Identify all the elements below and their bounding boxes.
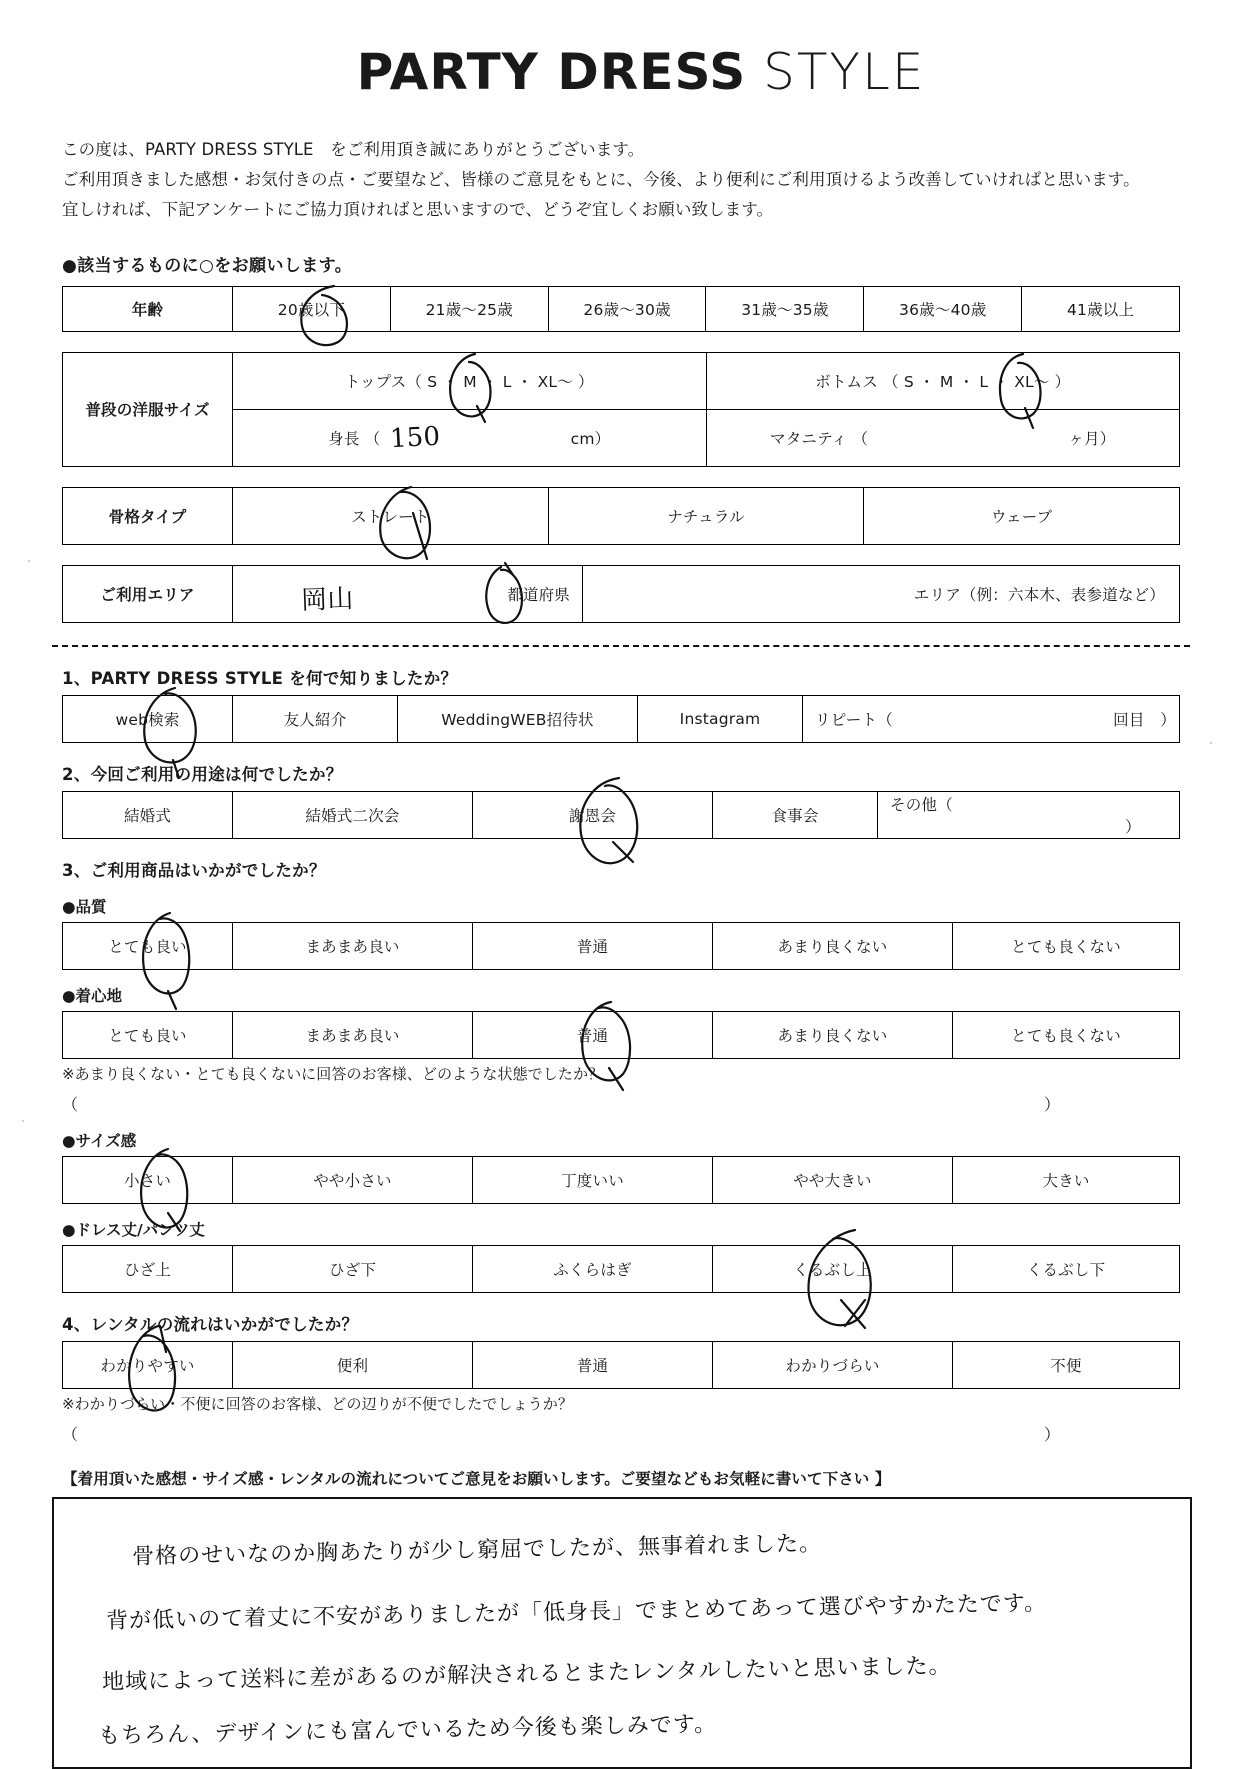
prefecture-label: 都道府県 [507,585,570,604]
tops-size-label: トップス（ S ・ M ・ L ・ XL〜 ） [344,372,594,391]
table-row [63,1011,1180,1058]
quality-option-very-good[interactable] [63,922,233,969]
q2-option-wedding[interactable]: 結婚式 [63,791,233,838]
age-table [62,286,1180,332]
intro-line-3: 宜しければ、下記アンケートにご協力頂ければと思いますので、どうぞ宜しくお願い致します。 [62,199,774,219]
quality-option-normal[interactable]: 普通 [473,922,713,969]
size-feel-option-label: 小さい [123,1171,172,1190]
q2-option-label: 謝恩会 [568,806,617,825]
q1-option-wedding-web[interactable]: WeddingWEB招待状 [398,695,638,742]
comment-handwritten-line: 骨格のせいなのか胸あたりが少し窮屈でしたが、無事着れました。 [131,1530,823,1570]
size-feel-option-slightly-large[interactable]: やや大きい [713,1156,953,1203]
comment-handwritten-line: もちろん、デザインにも富んでいるため今後も楽しみです。 [97,1711,718,1749]
comment-handwritten-line: 背が低いのて着丈に不安がありましたが「低身長」でまとめてあって選びやすかたたです。 [105,1590,1048,1634]
scan-speck [1210,742,1212,744]
q4-answer-close-paren: ） [1043,1424,1060,1444]
question-2-heading: 2、今回ご利用の用途は何でしたか？ [62,764,343,784]
height-unit-label: cm） [570,429,611,448]
comfort-option-fairly-good[interactable]: まあまあ良い [233,1011,473,1058]
quality-option-not-good-at-all[interactable]: とても良くない [953,922,1180,969]
dress-length-option-below-ankle[interactable]: くるぶし下 [953,1245,1180,1292]
q4-option-label: わかりやすい [100,1356,195,1375]
quality-option-label: とても良い [108,937,187,956]
clothing-size-row-label: 普段の洋服サイズ [63,352,233,466]
scan-speck [28,560,30,562]
dress-length-options-table [62,1245,1180,1293]
q1-repeat-open-label: リピート（ [815,710,893,729]
comfort-sub-heading: ●着心地 [62,986,123,1005]
dress-length-option-calf[interactable]: ふくらはぎ [473,1245,713,1292]
q1-repeat-suffix-label: 回目 ） [1113,710,1176,729]
size-feel-option-small[interactable] [63,1156,233,1203]
circle-instruction: ●該当するものに○をお願いします。 [62,255,353,276]
prefecture-cell[interactable] [233,565,583,622]
q2-options-table [62,791,1180,839]
size-feel-options-table [62,1156,1180,1204]
body-type-option-straight[interactable] [233,487,549,544]
scan-speck [22,1120,24,1122]
quality-options-table [62,922,1180,970]
comfort-answer-open-paren: （ [62,1094,79,1114]
maternity-cell[interactable] [706,409,1180,466]
q2-other-suffix-label: ） [1125,817,1141,836]
intro-line-2: ご利用頂きました感想・お気付きの点・ご要望など、皆様のご意見をもとに、今後、より便利にご利用頂けるよう改善していければと思います。 [62,169,1140,189]
comfort-option-label: 普通 [576,1026,609,1045]
body-type-option-natural[interactable]: ナチュラル [548,487,864,544]
age-option-21-25[interactable]: 21歳〜25歳 [390,286,548,331]
body-type-row-label: 骨格タイプ [63,487,233,544]
q2-option-thanksgiving-party[interactable] [473,791,713,838]
q2-option-after-party[interactable]: 結婚式二次会 [233,791,473,838]
dress-length-option-above-knee[interactable]: ひざ上 [63,1245,233,1292]
area-table [62,565,1180,623]
q1-option-friend[interactable]: 友人紹介 [233,695,398,742]
tops-size-cell[interactable] [233,352,707,409]
table-row [63,487,1180,544]
comfort-followup-answer[interactable] [62,1092,1180,1115]
comfort-option-not-very-good[interactable]: あまり良くない [713,1011,953,1058]
age-option-41-and-over[interactable]: 41歳以上 [1022,286,1180,331]
comfort-option-not-good-at-all[interactable]: とても良くない [953,1011,1180,1058]
age-row-label: 年齢 [63,286,233,331]
table-row [63,1341,1180,1388]
area-row-label: ご利用エリア [63,565,233,622]
comfort-followup-note: ※あまり良くない・とても良くないに回答のお客様、どのような状態でしたか？ [62,1064,604,1083]
dress-length-option-above-ankle[interactable] [713,1245,953,1292]
q4-option-inconvenient[interactable]: 不便 [953,1341,1180,1388]
intro-line-1: この度は、PARTY DRESS STYLE をご利用頂き誠にありがとうございます。 [62,139,645,159]
maternity-label-left: マタニティ （ [770,429,869,448]
area-free-cell[interactable] [583,565,1180,622]
comment-box[interactable] [52,1497,1192,1769]
q1-option-instagram[interactable]: Instagram [638,695,803,742]
table-row [63,565,1180,622]
q4-followup-note: ※わかりづらい・不便に回答のお客様、どの辺りが不便でしたでしょうか？ [62,1394,573,1413]
table-row [63,791,1180,838]
intro-paragraph [62,135,1180,225]
q4-option-easy-to-understand[interactable] [63,1341,233,1388]
q2-option-other[interactable] [878,791,1180,838]
quality-option-fairly-good[interactable]: まあまあ良い [233,922,473,969]
comfort-options-table [62,1011,1180,1059]
size-feel-option-large[interactable]: 大きい [953,1156,1180,1203]
quality-sub-heading: ●品質 [62,897,107,916]
age-option-31-35[interactable]: 31歳〜35歳 [706,286,864,331]
maternity-unit-label: ヶ月） [1068,429,1116,448]
table-row [63,1245,1180,1292]
q2-option-dinner[interactable]: 食事会 [713,791,878,838]
body-type-table [62,487,1180,545]
comfort-option-normal[interactable] [473,1011,713,1058]
table-row [63,352,1180,409]
height-handwritten-value: 150 [389,421,442,454]
brand-name-bold: PARTY DRESS [356,43,747,101]
area-example-label: エリア（例：六本木、表参道など） [913,585,1165,604]
handwritten-circle [567,998,657,1100]
size-feel-option-just-right[interactable]: 丁度いい [473,1156,713,1203]
q1-option-web-search[interactable] [63,695,233,742]
age-option-26-30[interactable]: 26歳〜30歳 [548,286,706,331]
comment-box-heading: 【着用頂いた感想・サイズ感・レンタルの流れについてご意見をお願いします。ご要望などもお気軽に書いて下さい 】 [62,1469,891,1488]
q1-option-repeat[interactable] [803,695,1180,742]
dress-length-sub-heading: ●ドレス丈/パンツ丈 [62,1220,205,1239]
page-title [0,0,1242,105]
handwritten-circle [114,1322,204,1432]
size-feel-option-slightly-small[interactable]: やや小さい [233,1156,473,1203]
comfort-option-very-good[interactable]: とても良い [63,1011,233,1058]
table-row [63,286,1180,331]
section-divider [52,645,1190,647]
q4-option-convenient[interactable]: 便利 [233,1341,473,1388]
table-row [63,922,1180,969]
quality-option-not-very-good[interactable]: あまり良くない [713,922,953,969]
size-feel-sub-heading: ●サイズ感 [62,1131,137,1150]
dress-length-option-label: くるぶし上 [793,1260,872,1279]
comment-handwritten-line: 地域によって送料に差があるのが解決されるとまたレンタルしたいと思いました。 [101,1653,952,1695]
q4-answer-open-paren: （ [62,1424,79,1444]
q4-option-hard-to-understand[interactable]: わかりづらい [713,1341,953,1388]
table-row [63,1156,1180,1203]
q4-followup-answer[interactable] [62,1422,1180,1445]
question-4-heading: 4、レンタルの流れはいかがでしたか？ [62,1314,359,1334]
dress-length-option-below-knee[interactable]: ひざ下 [233,1245,473,1292]
question-3-heading: 3、ご利用商品はいかがでしたか？ [62,860,326,880]
table-row [63,695,1180,742]
question-1-heading: 1、PARTY DRESS STYLE を何で知りましたか？ [62,668,458,688]
clothing-size-table [62,352,1180,467]
body-type-option-label: ストレート [351,507,430,526]
q1-option-label: web検索 [115,710,180,729]
comfort-answer-close-paren: ） [1043,1094,1060,1114]
bottoms-size-label: ボトムス （ S ・ M ・ L ・ XL〜 ） [815,372,1071,391]
body-type-option-wave[interactable]: ウェーブ [864,487,1180,544]
age-option-36-40[interactable]: 36歳〜40歳 [864,286,1022,331]
height-label-left: 身長 （ [328,429,381,448]
q4-options-table [62,1341,1180,1389]
q4-option-normal[interactable]: 普通 [473,1341,713,1388]
q2-other-open-label: その他（ [890,795,953,814]
age-option-20-and-under[interactable] [233,286,391,331]
prefecture-handwritten-value: 岡山 [300,583,355,616]
age-option-label: 20歳以下 [277,300,346,319]
brand-name-light: STYLE [763,43,926,101]
height-cell[interactable] [233,409,707,466]
q1-options-table [62,695,1180,743]
bottoms-size-cell[interactable] [706,352,1180,409]
